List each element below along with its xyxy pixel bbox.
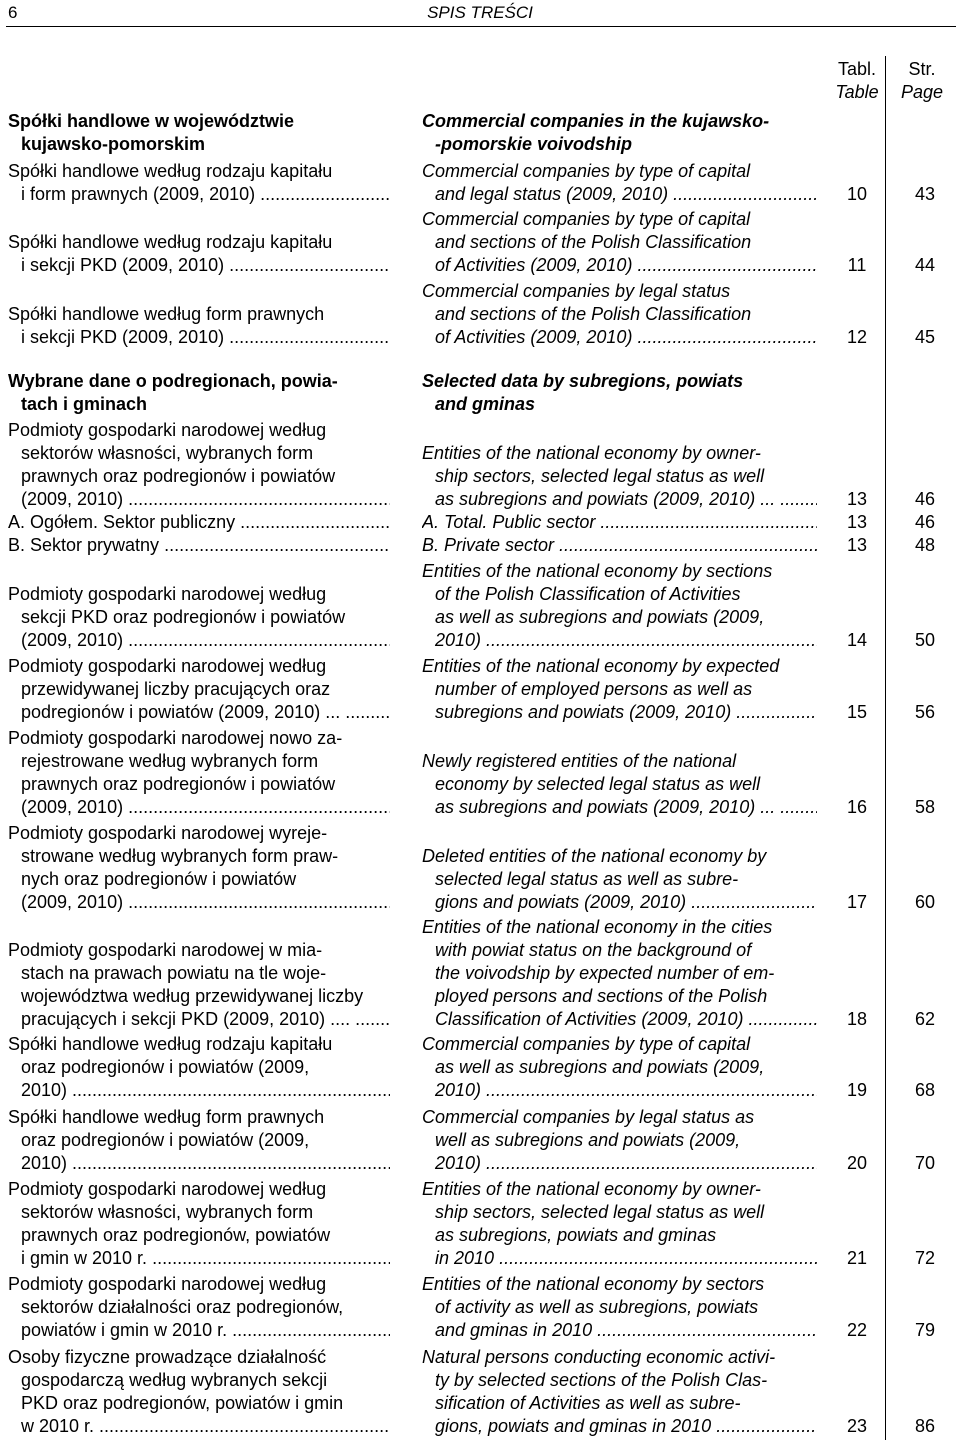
title-line: sekcji PKD oraz podregionów i powiatów: [21, 607, 346, 627]
title-line: Classification of Activities (2009, 2010) .....: [422, 1008, 817, 1031]
title-line: Commercial companies by type of capital: [422, 209, 751, 229]
title-line: Podmioty gospodarki narodowej nowo za-: [8, 728, 343, 748]
title-line: gions, powiats and gminas in 2010 .....: [422, 1415, 817, 1438]
table-number: 10: [846, 184, 868, 204]
title-line: ship sectors, selected legal status as well: [435, 1202, 765, 1222]
title-line: podregionów i powiatów (2009, 2010) ... .....: [8, 701, 390, 724]
title-line: prawnych oraz podregionów i powiatów: [21, 466, 336, 486]
title-line: 2010) .....: [422, 629, 817, 652]
title-line: in 2010 .....: [422, 1247, 817, 1270]
title-line: of Activities (2009, 2010) .....: [422, 326, 817, 349]
title-line: rejestrowane według wybranych form: [21, 751, 319, 771]
page-title: SPIS TREŚCI: [427, 3, 533, 22]
title-line: Selected data by subregions, powiats: [422, 371, 744, 391]
title-line: w 2010 r. .....: [8, 1415, 390, 1438]
title-line: Entities of the national economy in the cities: [422, 917, 773, 937]
polish-title: [8, 1106, 390, 1175]
str-label: Str.: [908, 59, 936, 79]
title-line: selected legal status as well as subre-: [435, 869, 739, 889]
polish-title: [8, 370, 390, 416]
title-line: Deleted entities of the national economy by: [422, 846, 767, 866]
title-line: 2010) .....: [8, 1079, 390, 1102]
polish-title: [8, 1178, 390, 1270]
title-line: and legal status (2009, 2010) .....: [422, 183, 817, 206]
table-number: 22: [846, 1320, 868, 1340]
english-title: [422, 1178, 817, 1270]
title-line: powiatów i gmin w 2010 r. .....: [8, 1319, 390, 1342]
english-title: [422, 560, 817, 652]
polish-title: [8, 1033, 390, 1102]
polish-title: [8, 419, 390, 511]
title-line: Commercial companies by type of capital: [422, 1034, 751, 1054]
tabl-column-header: [832, 58, 882, 104]
english-title: [422, 1346, 817, 1438]
polish-title: [8, 1273, 390, 1342]
title-line: Spółki handlowe według rodzaju kapitału: [8, 161, 333, 181]
title-line: stach na prawach powiatu na tle woje-: [21, 963, 327, 983]
page-number-link[interactable]: 68: [914, 1080, 936, 1100]
title-line: gions and powiats (2009, 2010) .....: [422, 891, 817, 914]
title-line: as subregions and powiats (2009, 2010) ... .....: [422, 796, 817, 819]
english-title: [422, 1033, 817, 1102]
title-line: Wybrane dane o podregionach, powia-: [8, 371, 338, 391]
title-line: Spółki handlowe według form prawnych: [8, 1107, 325, 1127]
polish-title: [8, 534, 390, 557]
polish-title: [8, 822, 390, 914]
table-number: 14: [846, 630, 868, 650]
title-line: gospodarczą według wybranych sekcji: [21, 1370, 328, 1390]
title-line: well as subregions and powiats (2009,: [435, 1130, 741, 1150]
polish-title: [8, 231, 390, 277]
title-line: Natural persons conducting economic activi-: [422, 1347, 776, 1367]
title-line: Commercial companies by legal status as: [422, 1107, 755, 1127]
title-line: i form prawnych (2009, 2010) .....: [8, 183, 390, 206]
title-line: Spółki handlowe według rodzaju kapitału: [8, 1034, 333, 1054]
title-line: (2009, 2010) .....: [8, 629, 390, 652]
english-title: [422, 511, 817, 534]
title-line: B. Sektor prywatny .....: [8, 534, 390, 557]
title-line: sektorów własności, wybranych form: [21, 1202, 314, 1222]
title-line: of Activities (2009, 2010) .....: [422, 254, 817, 277]
title-line: (2009, 2010) .....: [8, 488, 390, 511]
polish-title: [8, 1346, 390, 1438]
title-line: Newly registered entities of the national: [422, 751, 737, 771]
page-number-link[interactable]: 62: [914, 1009, 936, 1029]
title-line: with powiat status on the background of: [435, 940, 752, 960]
title-line: Podmioty gospodarki narodowej według: [8, 584, 327, 604]
page-number-link[interactable]: 48: [914, 535, 936, 555]
title-line: the voivodship by expected number of em-: [435, 963, 775, 983]
english-title: [422, 1273, 817, 1342]
page-number-link[interactable]: 46: [914, 512, 936, 532]
title-line: 2010) .....: [422, 1152, 817, 1175]
page-label: Page: [900, 82, 944, 102]
page-number-link[interactable]: 56: [914, 702, 936, 722]
title-line: kujawsko-pomorskim: [21, 134, 206, 154]
polish-title: [8, 939, 390, 1031]
title-line: ployed persons and sections of the Polish: [435, 986, 768, 1006]
title-line: tach i gminach: [21, 394, 148, 414]
title-line: województwa według przewidywanej liczby: [21, 986, 364, 1006]
title-line: Podmioty gospodarki narodowej według: [8, 1179, 327, 1199]
title-line: Entities of the national economy by expected: [422, 656, 780, 676]
table-number: 17: [846, 892, 868, 912]
table-number: 21: [846, 1248, 868, 1268]
polish-title: [8, 511, 390, 534]
table-number: 11: [847, 255, 867, 275]
english-title: [422, 280, 817, 349]
title-line: ship sectors, selected legal status as well: [435, 466, 765, 486]
page-number-link[interactable]: 44: [914, 255, 936, 275]
english-title: [422, 110, 817, 156]
table-number: 13: [846, 512, 868, 532]
page-number-link[interactable]: 70: [914, 1153, 936, 1173]
title-line: (2009, 2010) .....: [8, 891, 390, 914]
title-line: Entities of the national economy by owner-: [422, 1179, 761, 1199]
page-number-link[interactable]: 72: [914, 1248, 936, 1268]
title-line: Spółki handlowe w województwie: [8, 111, 295, 131]
title-line: pracujących i sekcji PKD (2009, 2010) .... .....: [8, 1008, 390, 1031]
title-line: sification of Activities as well as subre-: [435, 1393, 741, 1413]
title-line: Osoby fizyczne prowadzące działalność: [8, 1347, 327, 1367]
title-line: prawnych oraz podregionów i powiatów: [21, 774, 336, 794]
title-line: subregions and powiats (2009, 2010) .....: [422, 701, 817, 724]
polish-title: [8, 110, 390, 156]
title-line: Podmioty gospodarki narodowej w mia-: [8, 940, 323, 960]
english-title: [422, 370, 817, 416]
title-line: Entities of the national economy by sections: [422, 561, 773, 581]
title-line: and sections of the Polish Classification: [435, 232, 752, 252]
polish-title: [8, 160, 390, 206]
english-title: [422, 208, 817, 277]
title-line: B. Private sector .....: [422, 534, 817, 557]
table-number: 19: [846, 1080, 868, 1100]
title-line: oraz podregionów i powiatów (2009,: [21, 1130, 310, 1150]
page-header: [0, 0, 960, 30]
table-number: 13: [846, 489, 868, 509]
title-line: economy by selected legal status as well: [435, 774, 761, 794]
title-line: Entities of the national economy by sectors: [422, 1274, 765, 1294]
title-line: Podmioty gospodarki narodowej według: [8, 656, 327, 676]
polish-title: [8, 727, 390, 819]
title-line: A. Total. Public sector .....: [422, 511, 817, 534]
title-line: PKD oraz podregionów, powiatów i gmin: [21, 1393, 344, 1413]
title-line: Commercial companies by type of capital: [422, 161, 751, 181]
page-number-link[interactable]: 58: [914, 797, 936, 817]
english-title: [422, 750, 817, 819]
title-line: number of employed persons as well as: [435, 679, 753, 699]
title-line: Spółki handlowe według form prawnych: [8, 304, 325, 324]
table-number: 23: [846, 1416, 868, 1436]
english-title: [422, 442, 817, 511]
title-line: Podmioty gospodarki narodowej według: [8, 1274, 327, 1294]
title-line: Commercial companies by legal status: [422, 281, 731, 301]
column-divider: [885, 56, 886, 1440]
title-line: i sekcji PKD (2009, 2010) .....: [8, 326, 390, 349]
english-title: [422, 845, 817, 914]
title-line: 2010) .....: [422, 1079, 817, 1102]
title-line: ty by selected sections of the Polish Clas-: [435, 1370, 768, 1390]
title-line: Commercial companies in the kujawsko-: [422, 111, 770, 131]
title-line: Entities of the national economy by owner-: [422, 443, 761, 463]
tabl-label: Tabl.: [837, 59, 877, 79]
page-number-link[interactable]: 50: [914, 630, 936, 650]
title-line: przewidywanej liczby pracujących oraz: [21, 679, 331, 699]
title-line: Spółki handlowe według rodzaju kapitału: [8, 232, 333, 252]
title-line: -pomorskie voivodship: [435, 134, 633, 154]
title-line: sektorów działalności oraz podregionów,: [21, 1297, 344, 1317]
title-line: Podmioty gospodarki narodowej według: [8, 420, 327, 440]
page-number-link[interactable]: 60: [914, 892, 936, 912]
page-number-link[interactable]: 43: [914, 184, 936, 204]
header-rule: [6, 26, 956, 27]
title-line: i gmin w 2010 r. .....: [8, 1247, 390, 1270]
title-line: and gminas: [435, 394, 536, 414]
english-title: [422, 160, 817, 206]
title-line: Podmioty gospodarki narodowej wyreje-: [8, 823, 328, 843]
table-number: 16: [846, 797, 868, 817]
polish-title: [8, 303, 390, 349]
title-line: as subregions, powiats and gminas: [435, 1225, 717, 1245]
title-line: (2009, 2010) .....: [8, 796, 390, 819]
title-line: nych oraz podregionów i powiatów: [21, 869, 297, 889]
title-line: 2010) .....: [8, 1152, 390, 1175]
title-line: of activity as well as subregions, powiats: [435, 1297, 759, 1317]
polish-title: [8, 655, 390, 724]
table-number: 15: [846, 702, 868, 722]
english-title: [422, 534, 817, 557]
page-number-link[interactable]: 45: [914, 327, 936, 347]
table-label: Table: [835, 82, 879, 102]
table-number: 20: [846, 1153, 868, 1173]
english-title: [422, 916, 817, 1031]
title-line: of the Polish Classification of Activities: [435, 584, 741, 604]
title-line: strowane według wybranych form praw-: [21, 846, 339, 866]
page-number-link[interactable]: 86: [914, 1416, 936, 1436]
table-number: 13: [846, 535, 868, 555]
title-line: as subregions and powiats (2009, 2010) ... .....: [422, 488, 817, 511]
title-line: oraz podregionów i powiatów (2009,: [21, 1057, 310, 1077]
title-line: prawnych oraz podregionów, powiatów: [21, 1225, 331, 1245]
table-number: 18: [846, 1009, 868, 1029]
title-line: and sections of the Polish Classification: [435, 304, 752, 324]
table-number: 12: [846, 327, 868, 347]
title-line: as well as subregions and powiats (2009,: [435, 607, 765, 627]
page-number-link[interactable]: 79: [914, 1320, 936, 1340]
title-line: i sekcji PKD (2009, 2010) .....: [8, 254, 390, 277]
title-line: sektorów własności, wybranych form: [21, 443, 314, 463]
english-title: [422, 655, 817, 724]
page-number-link[interactable]: 46: [914, 489, 936, 509]
english-title: [422, 1106, 817, 1175]
title-line: as well as subregions and powiats (2009,: [435, 1057, 765, 1077]
page-column-header: [892, 58, 952, 104]
title-line: and gminas in 2010 .....: [422, 1319, 817, 1342]
page-number: 6: [8, 3, 18, 22]
title-line: A. Ogółem. Sektor publiczny .....: [8, 511, 390, 534]
polish-title: [8, 583, 390, 652]
